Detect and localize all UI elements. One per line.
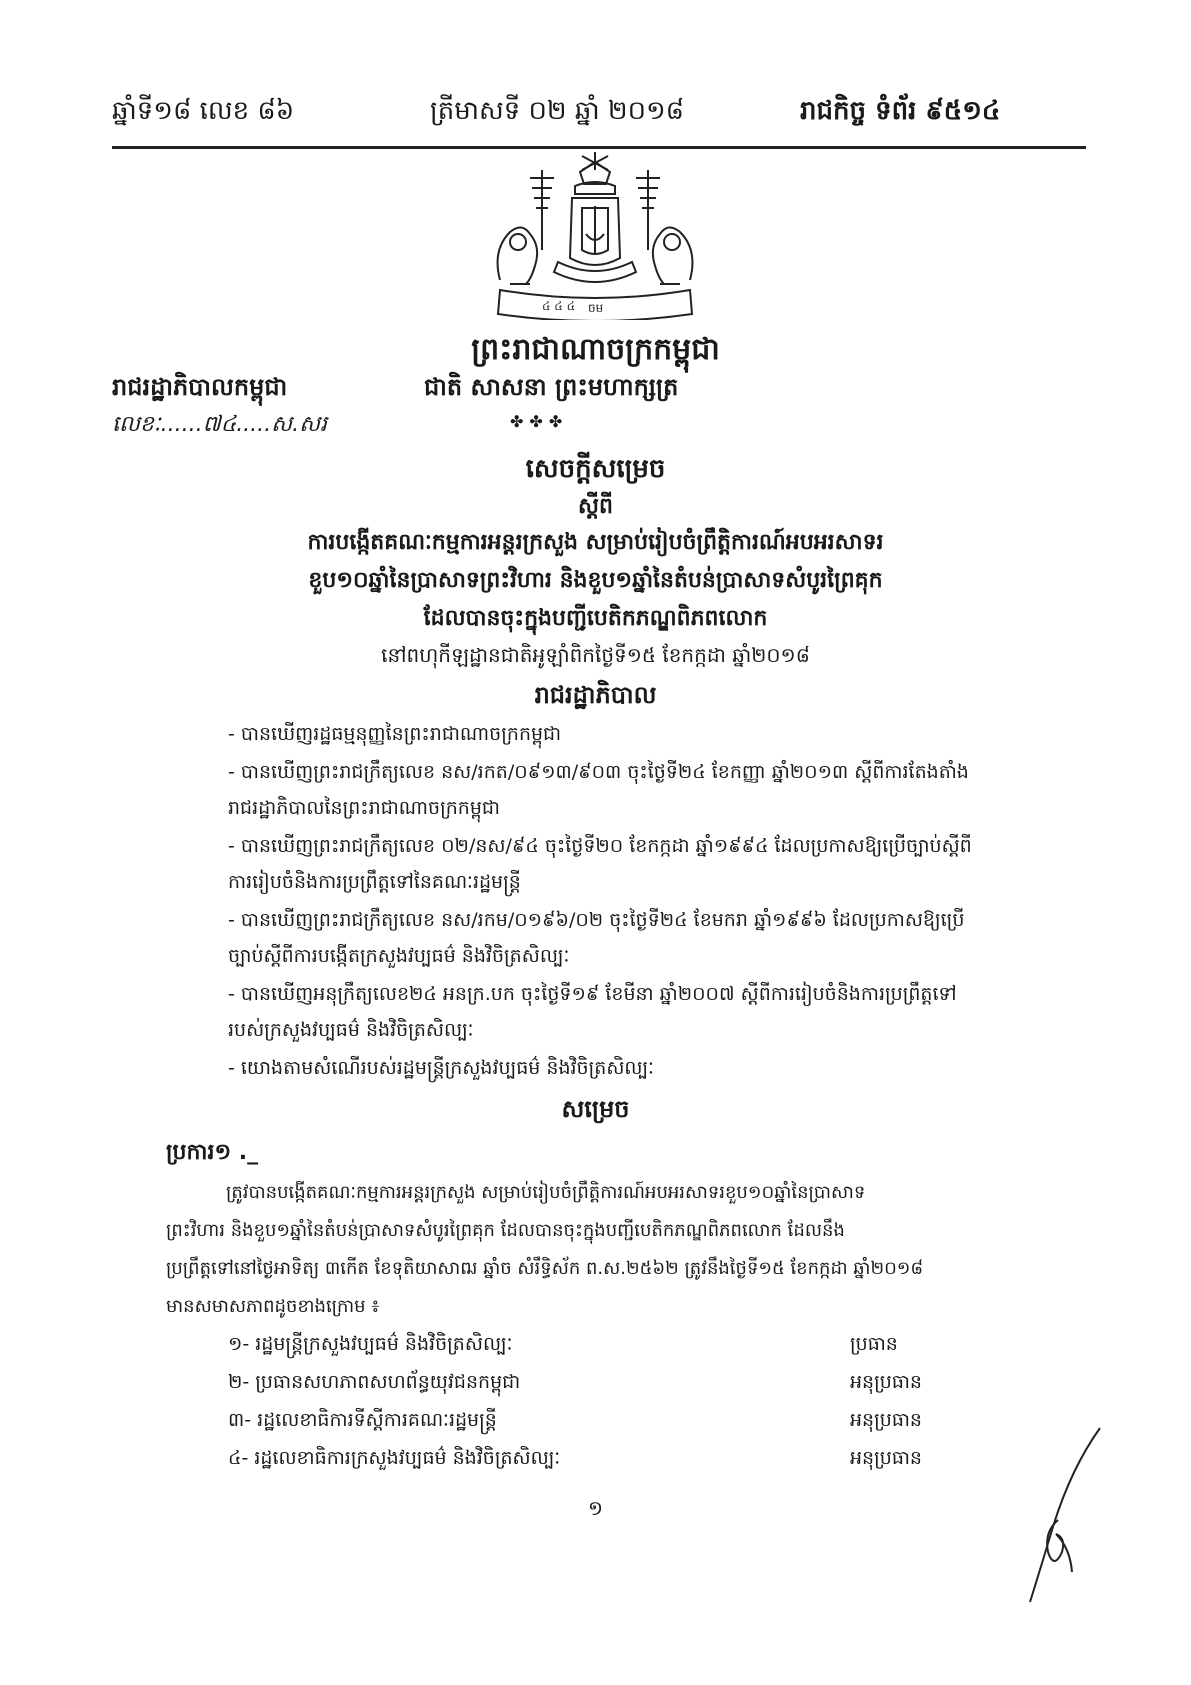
article-1-heading: ប្រការ១ ._ bbox=[166, 1140, 259, 1165]
article-1-line: មានសមាសភាពដូចខាងក្រោម ៖ bbox=[166, 1296, 380, 1317]
subject-line: ខួប១០ឆ្នាំនៃប្រាសាទព្រះវិហារ និងខួប១ឆ្នាំនៃតំបន់ប្រាសាទសំបូរព្រៃគុក bbox=[308, 568, 883, 593]
decides-heading: សម្រេច bbox=[561, 1095, 630, 1123]
member-role: ប្រធាន bbox=[850, 1333, 898, 1355]
whereas-line: - បានឃើញព្រះរាជក្រឹត្យលេខ នស/រកត/០៩១៣/៩០៣ ចុះថ្ងៃទី២៤ ខែកញ្ញា ឆ្នាំ២០១៣ ស្ដីពីការតែងតាំង bbox=[228, 761, 969, 783]
ornament-divider: ✤✤✤ bbox=[510, 412, 569, 431]
whereas-line: រាជរដ្ឋាភិបាលនៃព្រះរាជាណាចក្រកម្ពុជា bbox=[228, 797, 501, 819]
whereas-line: ការរៀបចំនិងការប្រព្រឹត្តទៅនៃគណៈរដ្ឋមន្ត្រី bbox=[228, 871, 521, 893]
member-name: ១- រដ្ឋមន្ត្រីក្រសួងវប្បធម៌ និងវិចិត្រសិល្បៈ bbox=[228, 1333, 513, 1355]
decision-title: សេចក្ដីសម្រេច bbox=[525, 454, 666, 484]
subject-line: ដែលបានចុះក្នុងបញ្ជីបេតិកភណ្ឌពិភពលោក bbox=[423, 606, 768, 631]
whereas-line: របស់ក្រសួងវប្បធម៌ និងវិចិត្រសិល្បៈ bbox=[228, 1019, 474, 1041]
member-role: អនុប្រធាន bbox=[850, 1447, 922, 1469]
gazette-year-issue: ឆ្នាំទី១៨ លេខ ៨៦ bbox=[112, 96, 295, 126]
subject-line: ការបង្កើតគណៈកម្មការអន្តរក្រសួង សម្រាប់រៀបចំព្រឹត្តិការណ៍អបអរសាទរ bbox=[307, 530, 884, 555]
kingdom-heading: ព្រះរាជាណាចក្រកម្ពុជា bbox=[471, 332, 720, 367]
member-name: ២- ប្រធានសហភាពសហព័ន្ធយុវជនកម្ពុជា bbox=[228, 1371, 521, 1393]
whereas-line: - បានឃើញព្រះរាជក្រឹត្យលេខ នស/រកម/០១៩៦/០២ ចុះថ្ងៃទី២៤ ខែមករា ឆ្នាំ១៩៩៦ ដែលប្រកាសឱ្យប្រើ bbox=[228, 909, 965, 931]
whereas-line: - យោងតាមសំណើរបស់រដ្ឋមន្ត្រីក្រសួងវប្បធម៌ និងវិចិត្រសិល្បៈ bbox=[228, 1057, 654, 1079]
reference-number: លេខៈ......៧៤.....ស.សរ bbox=[112, 412, 328, 437]
royal-emblem bbox=[470, 150, 720, 320]
whereas-line: - បានឃើញអនុក្រឹត្យលេខ២៤ អនក្រ.បក ចុះថ្ងៃទី១៩ ខែមីនា ឆ្នាំ២០០៧ ស្ដីពីការរៀបចំនិងការប្រព្រឹត្តទៅ bbox=[228, 983, 957, 1005]
header-rule bbox=[112, 146, 1086, 149]
member-name: ៣- រដ្ឋលេខាធិការទីស្ដីការគណៈរដ្ឋមន្ត្រី bbox=[228, 1409, 497, 1431]
whereas-line: ច្បាប់ស្ដីពីការបង្កើតក្រសួងវប្បធម៌ និងវិចិត្រសិល្បៈ bbox=[228, 945, 570, 967]
issuer: រាជរដ្ឋាភិបាលកម្ពុជា bbox=[112, 373, 288, 401]
article-1-line: ប្រព្រឹត្តទៅនៅថ្ងៃអាទិត្យ ៣កើត ខែទុតិយាសាឍ ឆ្នាំច សំរឹទ្ធិស័ក ព.ស.២៥៦២ ត្រូវនឹងថ្ងៃទី១៥ ខែកក្កដា ឆ្នាំ២០១៨ bbox=[166, 1258, 924, 1279]
emblem-ribbon-text: ៤ ៤ ៤ bbox=[542, 299, 576, 313]
national-motto: ជាតិ សាសនា ព្រះមហាក្សត្រ bbox=[424, 373, 679, 401]
venue-line: នៅពហុកីឡដ្ឋានជាតិអូឡាំពិកថ្ងៃទី១៥ ខែកក្កដា ឆ្នាំ២០១៨ bbox=[381, 643, 810, 667]
initials-signature bbox=[1000, 1420, 1110, 1610]
whereas-line: - បានឃើញរដ្ឋធម្មនុញ្ញនៃព្រះរាជាណាចក្រកម្ពុជា bbox=[228, 723, 562, 745]
government-heading: រាជរដ្ឋាភិបាល bbox=[534, 681, 657, 709]
emblem-ribbon-center: ចម bbox=[588, 301, 604, 315]
article-1-line: ព្រះវិហារ និងខួប១ឆ្នាំនៃតំបន់ប្រាសាទសំបូរព្រៃគុក ដែលបានចុះក្នុងបញ្ជីបេតិកភណ្ឌពិភពលោក ដែលនឹង bbox=[166, 1220, 845, 1241]
about-label: ស្ដីពី bbox=[578, 494, 613, 519]
member-role: អនុប្រធាន bbox=[850, 1409, 922, 1431]
page-number: ១ bbox=[587, 1496, 604, 1520]
article-1-line: ត្រូវបានបង្កើតគណៈកម្មការអន្តរក្រសួង សម្រាប់រៀបចំព្រឹត្តិការណ៍អបអរសាទរខួប១០ឆ្នាំនៃប្រាសាទ bbox=[226, 1182, 866, 1203]
gazette-date: ត្រីមាសទី ០២ ឆ្នាំ ២០១៨ bbox=[430, 96, 685, 126]
member-role: អនុប្រធាន bbox=[850, 1371, 922, 1393]
gazette-page: រាជកិច្ច ទំព័រ ៩៥១៤ bbox=[800, 96, 1001, 126]
member-name: ៤- រដ្ឋលេខាធិការក្រសួងវប្បធម៌ និងវិចិត្រសិល្បៈ bbox=[228, 1447, 561, 1469]
whereas-line: - បានឃើញព្រះរាជក្រឹត្យលេខ ០២/នស/៩៤ ចុះថ្ងៃទី២០ ខែកក្កដា ឆ្នាំ១៩៩៤ ដែលប្រកាសឱ្យប្រើច្បាប់ស្ដីពី bbox=[228, 835, 972, 857]
